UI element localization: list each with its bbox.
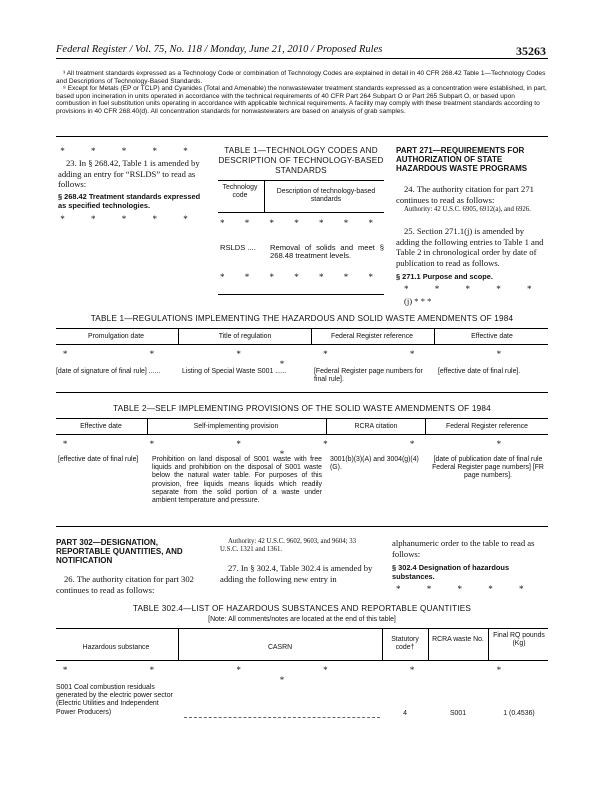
final-rq: 1 (0.4536) [503, 710, 535, 717]
table-rule [56, 526, 548, 527]
column-header: Description of technology-based standards [276, 188, 376, 204]
column-header: Statutory code† [391, 636, 419, 652]
statutory-code: 4 [403, 710, 407, 717]
part-271-heading: PART 271—REQUIREMENTS FOR AUTHORIZATION OF STATE HAZARDOUS WASTE PROGRAMS [396, 146, 528, 174]
rcra-waste-number: S001 [449, 710, 467, 717]
effective-date: [effective date of final rule]. [438, 368, 521, 375]
table-rule [56, 628, 548, 629]
stars: * * * * * [60, 146, 200, 156]
table-rule [56, 344, 548, 345]
column-header: Hazardous substance [82, 644, 150, 651]
amendment-paragraph-26: 26. The authority citation for part 302 continues to read as follows: [56, 574, 194, 595]
section-heading-302-4: § 302.4 Designation of hazardous substances. [392, 563, 510, 581]
table-302-4-caption: TABLE 302.4—LIST OF HAZARDOUS SUBSTANCES AND REPORTABLE QUANTITIES [132, 604, 472, 613]
column-header: RCRA waste No. [432, 636, 484, 643]
table-rule [56, 392, 548, 393]
column-header: Final RQ pounds (Kg) [493, 632, 545, 648]
table1-caption: TABLE 1—TECHNOLOGY CODES AND DESCRIPTION OF TECHNOLOGY-BASED STANDARDS [218, 146, 384, 175]
amendment-paragraph-24: 24. The authority citation for part 271 continues to read as follows: [396, 184, 534, 205]
column-divider [147, 418, 148, 434]
column-divider [434, 328, 435, 344]
amendment-paragraph-27-cont: alphanumeric order to the table to read as follows: [392, 538, 535, 559]
stars: * * * * * [60, 214, 200, 224]
table-rule [56, 660, 548, 661]
column-header: Title of regulation [218, 333, 272, 340]
amendment-paragraph-27: 27. In § 302.4, Table 302.4 is amended by adding the following new entry in [220, 563, 373, 584]
column-header: Effective date [471, 333, 513, 340]
column-divider [326, 418, 327, 434]
column-header: Effective date [80, 423, 122, 430]
table-rule [218, 212, 384, 213]
authority-citation-302: Authority: 42 U.S.C. 9602, 9603, and 9604; 33 U.S.C. 1321 and 1361. [220, 538, 357, 553]
regulations-table-caption: TABLE 1—REGULATIONS IMPLEMENTING THE HAZARDOUS AND SOLID WASTE AMENDMENTS OF 1984 [90, 314, 514, 323]
table-rule [56, 434, 548, 435]
running-header [56, 44, 546, 58]
column-divider [311, 328, 312, 344]
column-header: Federal Register reference [446, 423, 528, 430]
regulation-title: Listing of Special Waste S001 ...... [182, 368, 287, 375]
section-heading-268-42: § 268.42 Treatment standards expressed as specified technologies. [58, 192, 201, 210]
column-divider [264, 180, 265, 212]
rcra-citation: 3001(b)(3)(A) and 3004(g)(4)(G). [330, 456, 419, 472]
column-divider [178, 628, 179, 660]
table-note: [Note: All comments/notes are located at the end of this table] [208, 616, 396, 623]
stars: * * * * * * * [62, 349, 542, 369]
header-rule [56, 58, 548, 59]
stars: * * * * * * * [62, 665, 542, 685]
table-rule [218, 180, 384, 181]
technology-code: RSLDS .... [220, 243, 256, 252]
part-302-heading: PART 302—DESIGNATION, REPORTABLE QUANTITIES, AND NOTIFICATION [56, 538, 183, 566]
footnote-rule [56, 136, 548, 137]
column-divider [425, 418, 426, 434]
column-divider [178, 328, 179, 344]
provision-effective-date: [effective date of final rule] [58, 456, 139, 463]
technology-description: Removal of solids and meet § 268.48 treatment levels. [270, 243, 384, 261]
stars: * * * * * * * [62, 439, 542, 459]
column-header: RCRA citation [354, 423, 398, 430]
footnote-3: ³ All treatment standards expressed as a Technology Code or combination of Technology Codes are explained in detail in 40 CFR 268.42 Table 1—Technology Codes and Descriptions of Technology-Based Standards. [56, 70, 546, 85]
column-header: Self-implementing provision [193, 423, 279, 430]
stars: * * * * * * * [220, 218, 382, 228]
table-rule [56, 328, 548, 329]
column-header: CASRN [267, 644, 293, 651]
provision-fr-reference: [date of publication date of final rule Federal Register page numbers] [FR page numbers]. [432, 456, 544, 480]
column-header: Technology code [222, 184, 258, 200]
column-header: Promulgation date [88, 333, 144, 340]
footnotes [56, 70, 548, 116]
column-header: Federal Register reference [331, 333, 413, 340]
column-divider [428, 628, 429, 660]
hazardous-substance: S001 Coal combustion residuals generated by the electric power sector (Electric Utilities and Independent Power Producers) [56, 684, 173, 716]
dot-leader [184, 717, 380, 718]
column-divider [488, 628, 489, 660]
stars: * * * * * [404, 284, 544, 294]
federal-register-reference: [Federal Register page numbers for final rule]. [314, 368, 423, 384]
table-rule [218, 294, 384, 295]
paragraph-j: (j) * * * [404, 296, 432, 306]
stars: * * * * * [396, 584, 536, 594]
amendment-paragraph-23: 23. In § 268.42, Table 1 is amended by adding an entry for “RSLDS” to read as follows: [58, 158, 200, 189]
running-head-text: Federal Register / Vol. 75, No. 118 / Monday, June 21, 2010 / Proposed Rules [56, 44, 383, 55]
column-divider [382, 628, 383, 660]
promulgation-date: [date of signature of final rule] ...... [56, 368, 161, 375]
section-heading-271-1: § 271.1 Purpose and scope. [396, 272, 493, 281]
self-implementing-provision: Prohibition on land disposal of S001 waste with free liquids and prohibition on the disposal of S001 waste below the natural water table. For purposes of this provision, free liquids means liquids which readily separate from the solid portion of a waste under ambient temperature and pressure. [152, 456, 322, 505]
amendment-paragraph-25: 25. Section 271.1(j) is amended by adding the following entries to Table 1 and Table 2 in chronological order by date of publication to read as follows. [396, 226, 544, 268]
footnote-8: ⁸ Except for Metals (EP or TCLP) and Cyanides (Total and Amenable) the nonwastewater treatment standards expressed as a concentration were established, in part, based upon incineration in units operated in accordance with the technical requirements of 40 CFR Part 264 Subpart O or Part 265 Subpart O, or based upon combustion in fuel substitution units operating in accordance with applicable technical requirements. A facility may comply with these treatment standards according to provisions in 40 CFR 268.40(d). All concentration standards for nonwastewaters are based on analysis of grab samples. [56, 85, 547, 115]
page-number: 35263 [516, 44, 546, 58]
provisions-table-caption: TABLE 2—SELF IMPLEMENTING PROVISIONS OF THE SOLID WASTE AMENDMENTS OF 1984 [113, 404, 491, 413]
authority-citation: Authority: 42 U.S.C. 6905, 6912(a), and 6926. [404, 206, 531, 213]
table-rule [56, 418, 548, 419]
stars: * * * * * * * [220, 272, 382, 282]
